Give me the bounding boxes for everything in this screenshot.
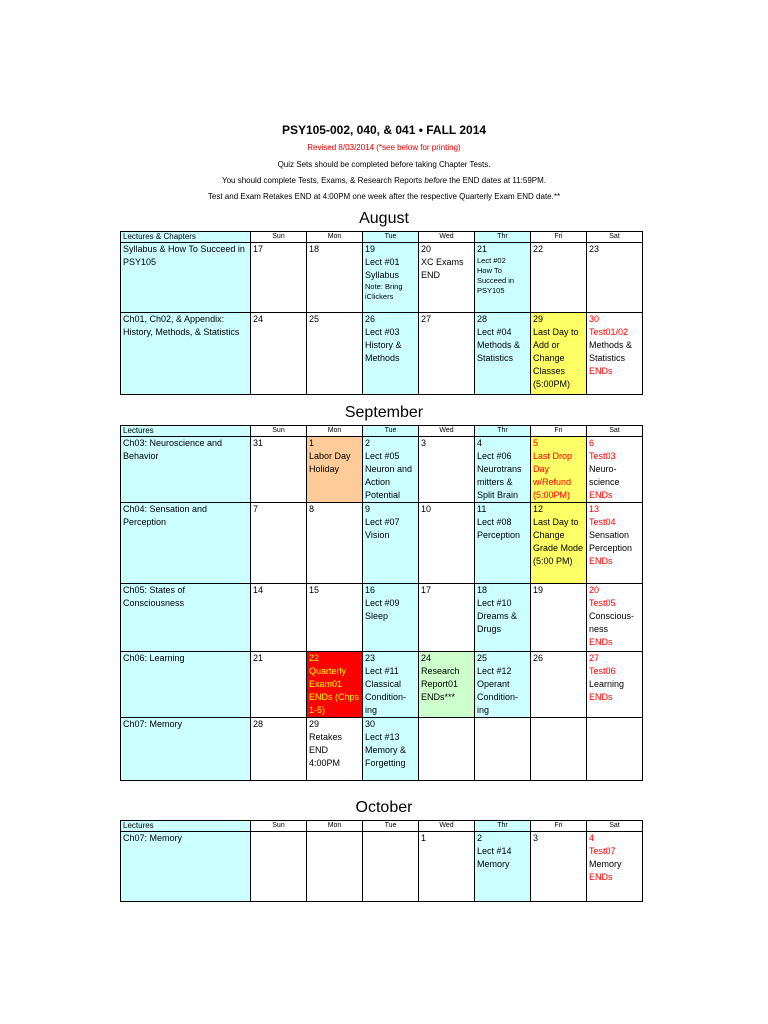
day-header: Fri [531, 426, 587, 437]
month-title-september: September [344, 404, 424, 421]
day-cell: 20 XC Exams END [419, 243, 475, 313]
calendar-october [120, 820, 643, 902]
day-cell: 29 Retakes END 4:00PM [307, 718, 363, 781]
day-cell-test: 30 Test01/02 Methods & Statistics ENDs [587, 313, 643, 395]
calendar-header-row [121, 821, 643, 832]
day-cell: 2 Lect #05 Neuron and Action Potential [363, 437, 419, 503]
week-row [121, 718, 643, 781]
week-row [121, 503, 643, 584]
day-cell [251, 832, 307, 902]
day-cell: 27 [419, 313, 475, 395]
day-cell: 2 Lect #14 Memory [475, 832, 531, 902]
label-header: Lectures & Chapters [121, 232, 251, 243]
label-header: Lectures [121, 426, 251, 437]
day-header: Tue [363, 232, 419, 243]
day-cell-test: 13 Test04 Sensation Perception ENDs [587, 503, 643, 584]
day-cell-test: 27 Test06 Learning ENDs [587, 652, 643, 718]
day-header: Mon [307, 821, 363, 832]
day-header: Sun [251, 426, 307, 437]
day-header: Sat [587, 426, 643, 437]
calendar-august [120, 231, 643, 395]
week-row [121, 437, 643, 503]
day-cell: 26 [531, 652, 587, 718]
day-header: Sat [587, 821, 643, 832]
page-title: PSY105-002, 040, & 041 • FALL 2014 [281, 123, 487, 137]
day-header: Wed [419, 232, 475, 243]
day-cell: 18 Lect #10 Dreams & Drugs [475, 584, 531, 652]
day-cell: 11 Lect #08 Perception [475, 503, 531, 584]
day-header: Fri [531, 821, 587, 832]
day-header: Wed [419, 821, 475, 832]
label-header: Lectures [121, 821, 251, 832]
month-title-august: August [359, 210, 409, 227]
week-row [121, 243, 643, 313]
day-header: Wed [419, 426, 475, 437]
day-header: Fri [531, 232, 587, 243]
day-cell-test: 4 Test07 Memory ENDs [587, 832, 643, 902]
day-cell-test: 20 Test05 Conscious-ness ENDs [587, 584, 643, 652]
day-cell-deadline: 12 Last Day to Change Grade Mode (5:00 PM) [531, 503, 587, 584]
day-cell: 19 Lect #01 Syllabus Note: Bring iClickers [363, 243, 419, 313]
day-cell: 9 Lect #07 Vision [363, 503, 419, 584]
day-cell: 28 [251, 718, 307, 781]
week-row [121, 313, 643, 395]
day-cell: 23 [587, 243, 643, 313]
day-cell: 23 Lect #11 Classical Condition-ing [363, 652, 419, 718]
day-cell-deadline: 5 Last Drop Day w/Refund (5:00PM) [531, 437, 587, 503]
day-cell: 25 [307, 313, 363, 395]
day-cell: 19 [531, 584, 587, 652]
calendar-header-row [121, 232, 643, 243]
week-row [121, 832, 643, 902]
day-header: Tue [363, 426, 419, 437]
instruction-deadlines: You should complete Tests, Exams, & Research Reports before the END dates at 11:59PM. [221, 176, 547, 185]
day-header: Mon [307, 426, 363, 437]
day-header: Sun [251, 232, 307, 243]
day-cell: 21 Lect #02 How To Succeed in PSY105 [475, 243, 531, 313]
day-cell: 28 Lect #04 Methods & Statistics [475, 313, 531, 395]
week-label: Ch01, Ch02, & Appendix: History, Methods, & Statistics [121, 313, 251, 395]
day-cell: 26 Lect #03 History & Methods [363, 313, 419, 395]
week-label: Ch07: Memory [121, 718, 251, 781]
day-header: Thr [475, 821, 531, 832]
day-cell [531, 718, 587, 781]
week-label: Ch06: Learning [121, 652, 251, 718]
day-cell: 8 [307, 503, 363, 584]
day-header: Thr [475, 232, 531, 243]
week-label: Ch05: States of Consciousness [121, 584, 251, 652]
day-header: Tue [363, 821, 419, 832]
day-cell: 21 [251, 652, 307, 718]
day-cell: 3 [531, 832, 587, 902]
day-cell: 7 [251, 503, 307, 584]
week-label: Ch03: Neuroscience and Behavior [121, 437, 251, 503]
day-header: Sat [587, 232, 643, 243]
day-cell-deadline: 29 Last Day to Add or Change Classes (5:00PM) [531, 313, 587, 395]
day-cell [475, 718, 531, 781]
revision-note: Revised 8/03/2014 (*see below for printing) [307, 143, 461, 152]
week-label: Ch07: Memory [121, 832, 251, 902]
day-cell [307, 832, 363, 902]
day-cell: 30 Lect #13 Memory & Forgetting [363, 718, 419, 781]
day-header: Mon [307, 232, 363, 243]
day-cell [587, 718, 643, 781]
day-cell-exam: 22 Quarterly Exam01 ENDs (Chps 1-5) [307, 652, 363, 718]
week-label: Syllabus & How To Succeed in PSY105 [121, 243, 251, 313]
day-cell-holiday: 1 Labor Day Holiday [307, 437, 363, 503]
day-cell: 16 Lect #09 Sleep [363, 584, 419, 652]
day-cell: 15 [307, 584, 363, 652]
day-header: Sun [251, 821, 307, 832]
day-cell: 24 [251, 313, 307, 395]
day-cell: 4 Lect #06 Neurotrans mitters & Split Brain [475, 437, 531, 503]
day-header: Thr [475, 426, 531, 437]
day-cell: 14 [251, 584, 307, 652]
calendar-header-row [121, 426, 643, 437]
day-cell: 17 [251, 243, 307, 313]
day-cell [363, 832, 419, 902]
week-row [121, 652, 643, 718]
day-cell: 17 [419, 584, 475, 652]
day-cell: 1 [419, 832, 475, 902]
day-cell-report: 24 Research Report01 ENDs*** [419, 652, 475, 718]
week-row [121, 584, 643, 652]
instruction-quiz: Quiz Sets should be completed before taking Chapter Tests. [277, 160, 491, 169]
month-title-october: October [355, 799, 413, 816]
calendar-september [120, 425, 643, 781]
day-cell: 10 [419, 503, 475, 584]
day-cell [419, 718, 475, 781]
instruction-retakes: Test and Exam Retakes END at 4:00PM one week after the respective Quarterly Exam END date.** [207, 192, 561, 201]
day-cell: 22 [531, 243, 587, 313]
day-cell: 31 [251, 437, 307, 503]
day-cell: 3 [419, 437, 475, 503]
day-cell: 18 [307, 243, 363, 313]
week-label: Ch04: Sensation and Perception [121, 503, 251, 584]
day-cell: 25 Lect #12 Operant Condition-ing [475, 652, 531, 718]
day-cell-test: 6 Test03 Neuro-science ENDs [587, 437, 643, 503]
